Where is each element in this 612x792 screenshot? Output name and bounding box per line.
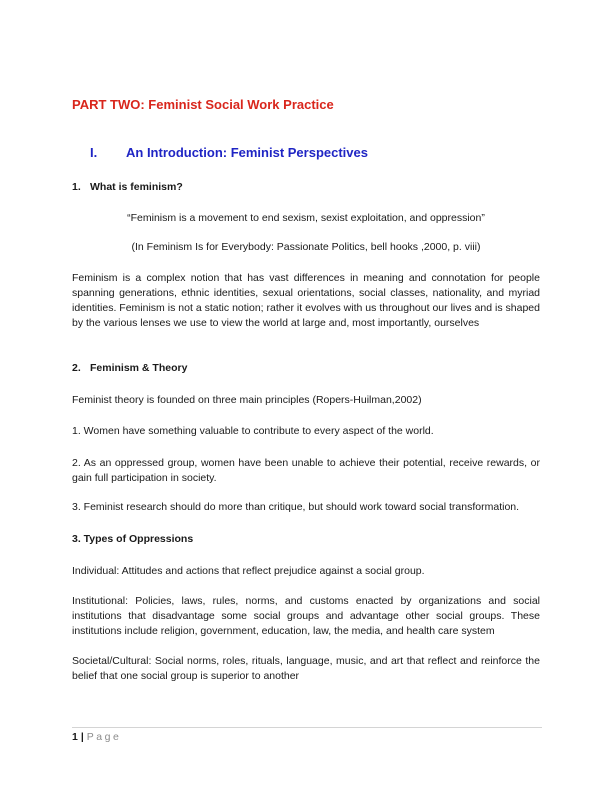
quote-citation: (In Feminism Is for Everybody: Passionate Politics, bell hooks ,2000, p. viii) xyxy=(131,241,481,253)
subheading-what-is-feminism xyxy=(72,181,183,193)
part-title: PART TWO: Feminist Social Work Practice xyxy=(72,97,334,112)
footer-divider xyxy=(72,727,542,728)
principle-2: 2. As an oppressed group, women have been unable to achieve their potential, receive rewards, or gain full participation in society. xyxy=(72,457,540,484)
principle-1: 1. Women have something valuable to contribute to every aspect of the world. xyxy=(72,425,434,437)
subheading-number: 2. xyxy=(72,362,81,374)
paragraph-feminism-definition: Feminism is a complex notion that has vast differences in meaning and connotation for people spanning generations, ethnic identities, sexual orientations, social classes, nationality, and myriad identities. Feminism is not a static notion; rather it evolves with us throughout our lives and is shaped by the various lenses we use to view the world at large and, most importantly, ourselves xyxy=(72,272,540,329)
page-label: Page xyxy=(86,731,122,743)
subheading-feminism-theory xyxy=(72,362,187,374)
subheading-title: 3. Types of Oppressions xyxy=(72,533,194,545)
section-title: An Introduction: Feminist Perspectives xyxy=(126,145,368,160)
section-heading xyxy=(90,145,368,160)
subheading-types-of-oppressions xyxy=(72,533,193,545)
oppression-individual: Individual: Attitudes and actions that reflect prejudice against a social group. xyxy=(72,565,425,577)
oppression-institutional: Institutional: Policies, laws, rules, norms, and customs enacted by organizations and social institutions that disadvantage some social groups and advantage other social groups. These institutions include religion, government, education, law, the media, and health care system xyxy=(72,595,540,637)
section-number: I. xyxy=(90,145,98,160)
subheading-title: What is feminism? xyxy=(90,181,183,193)
subheading-title: Feminism & Theory xyxy=(90,362,188,374)
page-footer xyxy=(72,731,121,743)
theory-intro: Feminist theory is founded on three main principles (Ropers-Huilman,2002) xyxy=(72,394,422,406)
page-number: 1 xyxy=(72,731,78,743)
subheading-number: 1. xyxy=(72,181,81,193)
quote: “Feminism is a movement to end sexism, sexist exploitation, and oppression” xyxy=(127,212,485,224)
oppression-societal: Societal/Cultural: Social norms, roles, rituals, language, music, and art that reflect and reinforce the belief that one social group is superior to another xyxy=(72,655,540,682)
principle-3: 3. Feminist research should do more than critique, but should work toward social transformation. xyxy=(72,501,520,513)
footer-separator: | xyxy=(80,731,84,743)
